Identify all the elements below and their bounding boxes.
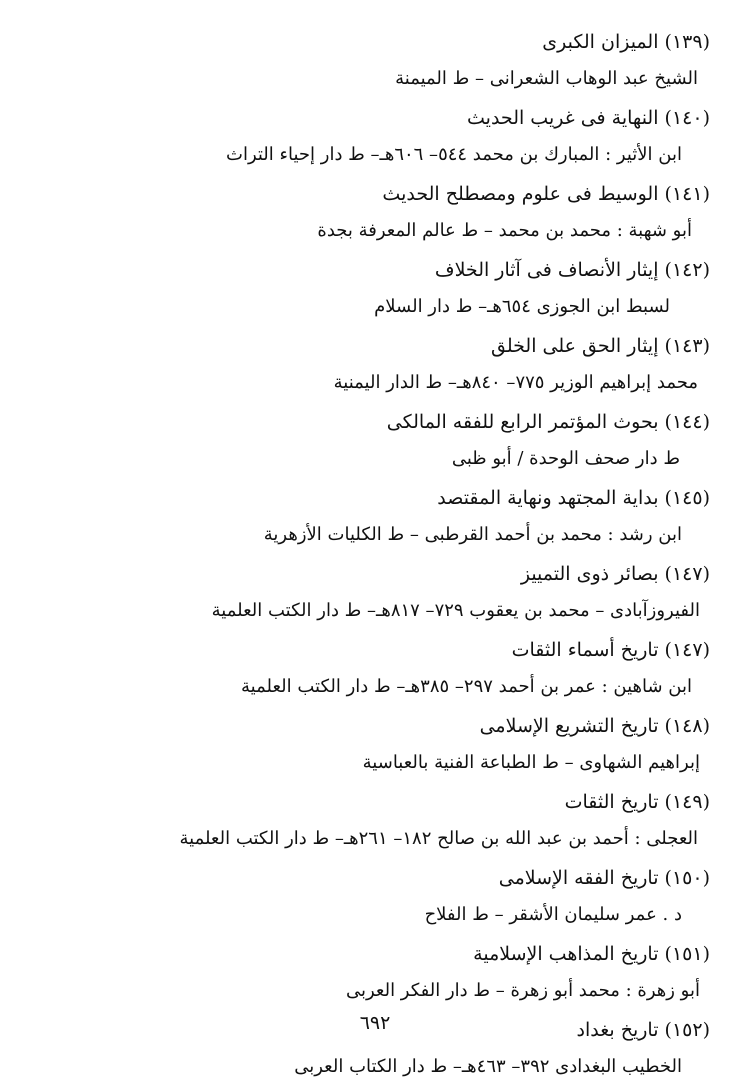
entry-author: الشيخ عبد الوهاب الشعرانى – ط الميمنة (395, 68, 698, 89)
entry-title: (١٤٠) النهاية فى غريب الحديث (467, 107, 710, 129)
entry-author: أبو شهبة : محمد بن محمد – ط عالم المعرفة بجدة (317, 220, 692, 241)
bibliography-entry (70, 334, 710, 395)
entry-title: (١٣٩) الميزان الكبرى (542, 31, 710, 53)
entry-title: (١٤٤) بحوث المؤتمر الرابع للفقه المالكى (386, 411, 710, 433)
entry-author: محمد إبراهيم الوزير ٧٧٥– ٨٤٠هـ– ط الدار اليمنية (333, 372, 698, 393)
bibliography-entry (70, 30, 710, 91)
entry-title: (١٤١) الوسيط فى علوم ومصطلح الحديث (382, 183, 710, 205)
bibliography-entry (70, 942, 710, 1003)
bibliography-entry (70, 562, 710, 623)
bibliography-entry (70, 410, 710, 471)
entry-author: لسبط ابن الجوزى ٦٥٤هـ– ط دار السلام (374, 296, 670, 317)
entry-author: ابن الأثير : المبارك بن محمد ٥٤٤– ٦٠٦هـ– ط دار إحياء التراث (226, 144, 682, 165)
entry-author: أبو زهرة : محمد أبو زهرة – ط دار الفكر العربى (345, 980, 700, 1001)
entry-title: (١٤٣) إيثار الحق على الخلق (491, 335, 710, 357)
entry-title: (١٥١) تاريخ المذاهب الإسلامية (473, 943, 710, 965)
entry-author: ابن رشد : محمد بن أحمد القرطبى – ط الكليات الأزهرية (263, 524, 682, 545)
page-number: ٦٩٢ (359, 1012, 391, 1034)
entry-author: الخطيب البغدادى ٣٩٢– ٤٦٣هـ– ط دار الكتاب العربى (294, 1056, 682, 1077)
entry-author: ابن شاهين : عمر بن أحمد ٢٩٧– ٣٨٥هـ– ط دار الكتب العلمية (241, 676, 692, 697)
entry-title: (١٤٥) بداية المجتهد ونهاية المقتصد (437, 487, 710, 509)
entry-title: (١٤٩) تاريخ الثقات (564, 791, 710, 813)
entry-title: (١٥٢) تاريخ بغداد (576, 1019, 710, 1041)
bibliography-entry (70, 182, 710, 243)
entry-author: ط دار صحف الوحدة / أبو ظبى (451, 448, 680, 469)
entry-title: (١٤٢) إيثار الأنصاف فى آثار الخلاف (434, 259, 710, 281)
entry-author: إبراهيم الشهاوى – ط الطباعة الفنية بالعباسية (362, 752, 700, 773)
bibliography-entry (70, 790, 710, 851)
bibliography-entry (70, 106, 710, 167)
entry-author: العجلى : أحمد بن عبد الله بن صالح ١٨٢– ٢٦١هـ– ط دار الكتب العلمية (179, 828, 698, 849)
entry-title: (١٥٠) تاريخ الفقه الإسلامى (498, 867, 710, 889)
entry-title: (١٤٧) بصائر ذوى التمييز (520, 563, 710, 585)
bibliography-entry (70, 486, 710, 547)
entry-title: (١٤٨) تاريخ التشريع الإسلامى (479, 715, 710, 737)
bibliography-entry (70, 638, 710, 699)
bibliography-list (70, 30, 710, 1079)
entry-author: الفيروزآبادى – محمد بن يعقوب ٧٢٩– ٨١٧هـ– ط دار الكتب العلمية (211, 600, 700, 621)
bibliography-entry (70, 714, 710, 775)
bibliography-entry (70, 866, 710, 927)
bibliography-entry (70, 258, 710, 319)
entry-title: (١٤٧) تاريخ أسماء الثقات (511, 639, 710, 661)
entry-author: د . عمر سليمان الأشقر – ط الفلاح (424, 904, 682, 925)
